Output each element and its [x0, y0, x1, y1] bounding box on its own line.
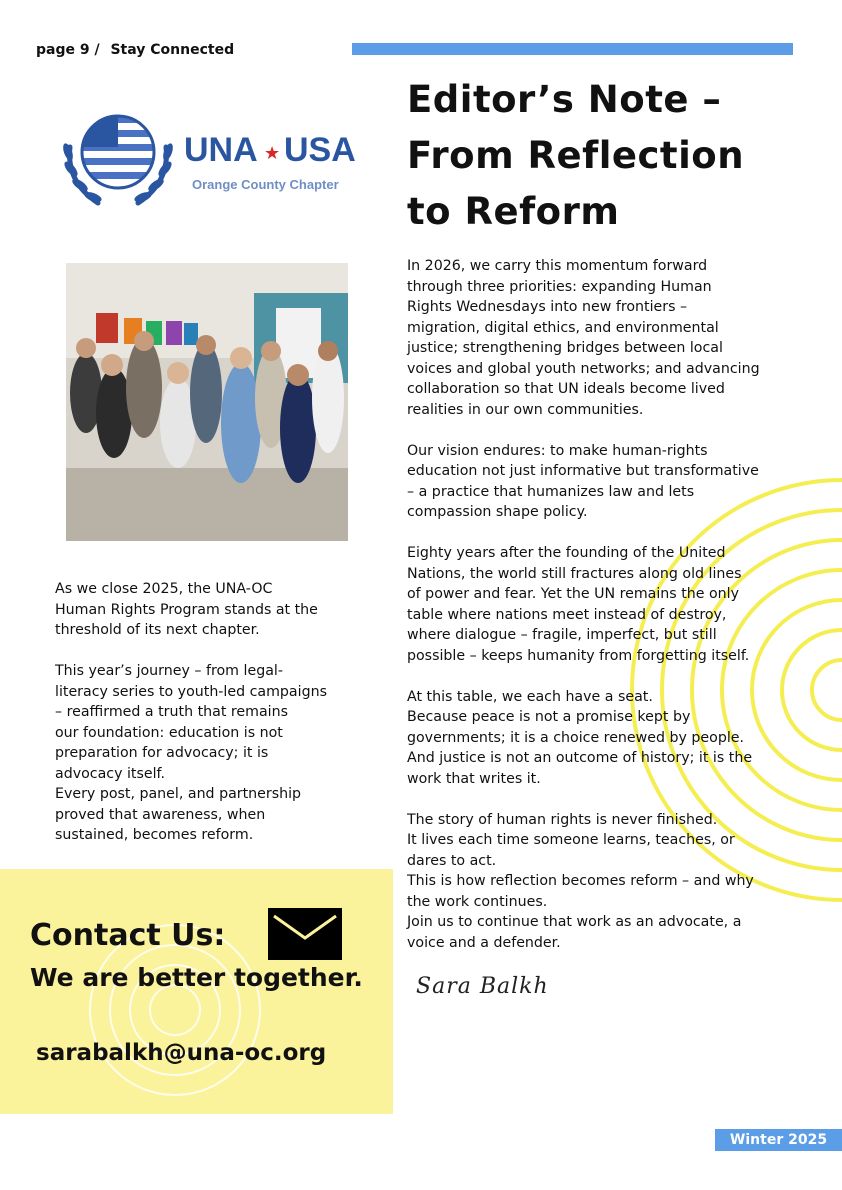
svg-text:★: ★ — [264, 143, 281, 164]
title-line: From Reflection — [407, 134, 745, 177]
season-badge: Winter 2025 — [715, 1129, 842, 1151]
un-emblem-icon — [58, 107, 358, 217]
paragraph: Eighty years after the founding of the United Nations, the world still fractures along old lines of power and fear. Yet the UN remains the only table where nations meet instead of destroy, where dialogue – fragile, imperfect, but still possible – keeps humanity from forgetting itself. — [407, 545, 750, 664]
paragraph: As we close 2025, the UNA-OC Human Rights Program stands at the threshold of its next chapter. — [55, 581, 318, 638]
title-line: to Reform — [407, 190, 620, 233]
contact-tagline: We are better together. — [30, 963, 363, 992]
logo-subtitle: Orange County Chapter — [192, 177, 339, 192]
logo-name-right: USA — [284, 131, 356, 169]
paragraph: In 2026, we carry this momentum forward through three priorities: expanding Human Rights Wednesdays into new frontiers – migration, digital ethics, and environmental justice; strengthening bridges between local voices and global youth networks; and advancing collaboration so that UN ideals become lived realities in our own communities. — [407, 258, 760, 418]
envelope-icon[interactable] — [268, 908, 342, 960]
article-body-left — [55, 579, 360, 866]
contact-email-link[interactable]: sarabalkh@una-oc.org — [36, 1040, 327, 1066]
paragraph: Our vision endures: to make human-rights education not just informative but transformative – a practice that humanizes law and lets compassion shape policy. — [407, 442, 759, 520]
page-number: page 9 / — [36, 42, 100, 58]
group-photo — [66, 263, 348, 541]
paragraph: At this table, we each have a seat. Because peace is not a promise kept by governments; it is a choice renewed by people. And justice is not an outcome of history; it is the work that writes it. — [407, 688, 753, 787]
paragraph: This year’s journey – from legal- literacy series to youth-led campaigns – reaffirmed a truth that remains our foundation: education is not preparation for advocacy; it is advocacy itself. Every post, panel, and partnership proved that awareness, when sustained, becomes reform. — [55, 663, 327, 843]
paragraph: The story of human rights is never finished. It lives each time someone learns, teaches, or dares to act. This is how reflection becomes reform – and why the work continues. Join us to continue that work as an advocate, a voice and a defender. — [407, 811, 754, 951]
section-title: Stay Connected — [110, 42, 235, 58]
signature: Sara Balkh — [416, 974, 549, 999]
article-title — [407, 72, 807, 240]
contact-title: Contact Us: — [30, 918, 226, 953]
una-usa-logo — [58, 107, 358, 217]
article-body-right — [407, 256, 799, 974]
logo-name-left: UNA — [184, 131, 258, 169]
title-line: Editor’s Note – — [407, 78, 722, 121]
page-header — [36, 42, 234, 58]
top-accent-bar — [352, 43, 793, 55]
